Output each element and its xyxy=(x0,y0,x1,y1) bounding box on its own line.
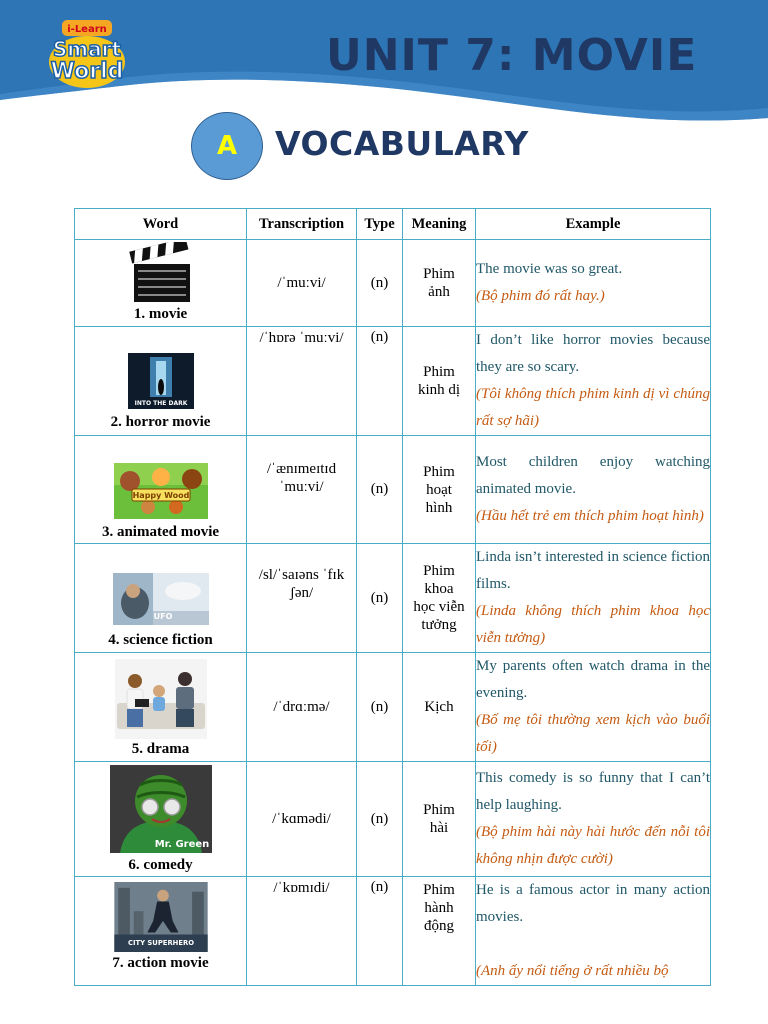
example-vietnamese: (Anh ấy nổi tiếng ở rất nhiều bộ xyxy=(476,963,669,979)
poster-caption: CITY SUPERHERO xyxy=(127,939,194,948)
transcription-cell: /ˈkɒmɪdi/ xyxy=(247,877,357,986)
example-english: My parents often watch drama in the evening. xyxy=(476,658,710,701)
animated-movie-poster xyxy=(114,463,208,519)
action-movie-poster xyxy=(113,882,209,952)
unit-title: UNIT 7: MOVIE xyxy=(326,30,698,81)
example-vietnamese: (Bộ phim hài này hài hước đến nỗi tôi không nhịn được cười) xyxy=(476,824,710,867)
table-row xyxy=(75,877,711,986)
example-english: This comedy is so funny that I can’t help laughing. xyxy=(476,770,710,813)
header-transcription: Transcription xyxy=(247,209,357,240)
logo-tag-text: i-Learn xyxy=(67,24,107,35)
section-badge: A xyxy=(191,112,263,180)
word-cell xyxy=(75,240,247,327)
poster-caption: UFO xyxy=(153,612,172,621)
example-english: Linda isn’t interested in science fiction films. xyxy=(476,549,710,592)
word-label: 5. drama xyxy=(131,741,190,757)
example-cell xyxy=(476,762,711,877)
word-cell xyxy=(75,544,247,653)
table-row xyxy=(75,544,711,653)
meaning-line: Phim xyxy=(423,802,455,818)
meaning-line: Phim xyxy=(423,364,455,380)
meaning-cell xyxy=(403,653,476,762)
meaning-cell xyxy=(403,877,476,986)
header-banner xyxy=(0,0,768,130)
word-label: 7. action movie xyxy=(112,955,209,971)
horror-movie-poster xyxy=(128,353,194,409)
example-cell xyxy=(476,240,711,327)
example-cell xyxy=(476,544,711,653)
table-header-row xyxy=(75,209,711,240)
transcription-cell: /ˈmuːvi/ xyxy=(247,240,357,327)
meaning-line: động xyxy=(424,918,454,934)
word-cell xyxy=(75,327,247,436)
word-label: 6. comedy xyxy=(128,856,193,873)
poster-caption: Happy Wood xyxy=(132,490,189,500)
example-english: I don’t like horror movies because they are so scary. xyxy=(476,332,710,375)
meaning-line: Phim xyxy=(423,563,455,579)
comedy-poster xyxy=(110,765,212,853)
meaning-line: Kịch xyxy=(424,699,454,715)
meaning-line: Phim xyxy=(423,882,455,898)
clapperboard-image xyxy=(128,242,194,304)
type-cell: (n) xyxy=(357,653,403,762)
example-cell xyxy=(476,436,711,544)
word-cell xyxy=(75,877,247,986)
example-vietnamese: (Hầu hết trẻ em thích phim hoạt hình) xyxy=(476,508,704,524)
section-title: VOCABULARY xyxy=(275,124,529,163)
transcription-cell: /ˈkɑmədi/ xyxy=(247,762,357,877)
word-label: 2. horror movie xyxy=(110,414,211,430)
transcription-cell: /ˈænɪmeɪtɪd ˈmuːvi/ xyxy=(247,436,357,544)
header-type: Type xyxy=(357,209,403,240)
meaning-cell xyxy=(403,436,476,544)
poster-caption: INTO THE DARK xyxy=(134,400,187,407)
type-cell: (n) xyxy=(357,762,403,877)
transcription-cell: /sl/ˈsaɪəns ˈfɪk ʃən/ xyxy=(247,544,357,653)
example-english: He is a famous actor in many action movies. xyxy=(476,882,710,925)
header-meaning: Meaning xyxy=(403,209,476,240)
word-cell xyxy=(75,436,247,544)
table-row xyxy=(75,436,711,544)
word-label: 1. movie xyxy=(133,305,188,322)
meaning-line: ảnh xyxy=(428,284,450,300)
transcription-cell: /ˈdrɑːmə/ xyxy=(247,653,357,762)
family-watching-photo xyxy=(115,659,207,739)
word-label: 3. animated movie xyxy=(101,523,220,540)
type-cell: (n) xyxy=(357,327,403,436)
meaning-cell xyxy=(403,762,476,877)
table-row xyxy=(75,240,711,327)
science-fiction-poster xyxy=(113,573,209,625)
header-example: Example xyxy=(476,209,711,240)
logo-line2: World xyxy=(50,59,124,84)
example-english: The movie was so great. xyxy=(476,261,623,277)
meaning-line: kinh dị xyxy=(417,382,461,398)
word-cell xyxy=(75,653,247,762)
meaning-line: hành xyxy=(424,900,454,916)
example-vietnamese: (Tôi không thích phim kinh dị vì chúng rất sợ hãi) xyxy=(476,386,710,429)
word-label: 4. science fiction xyxy=(108,632,213,648)
table-row xyxy=(75,762,711,877)
logo-line1: Smart xyxy=(52,37,122,61)
meaning-line: khoa xyxy=(424,581,454,597)
table-row xyxy=(75,327,711,436)
example-cell xyxy=(476,877,711,986)
poster-caption: Mr. Green xyxy=(154,838,209,850)
header-word: Word xyxy=(75,209,247,240)
vocabulary-table xyxy=(74,208,711,986)
meaning-line: tưởng xyxy=(421,617,457,633)
type-cell: (n) xyxy=(357,240,403,327)
meaning-cell xyxy=(403,327,476,436)
type-cell: (n) xyxy=(357,877,403,986)
transcription-cell: /ˈhɒrə ˈmuːvi/ xyxy=(247,327,357,436)
meaning-line: hài xyxy=(429,820,449,836)
example-vietnamese: (Bố mẹ tôi thường xem kịch vào buổi tối) xyxy=(476,712,710,755)
table-row xyxy=(75,653,711,762)
word-cell xyxy=(75,762,247,877)
type-cell: (n) xyxy=(357,436,403,544)
example-cell xyxy=(476,327,711,436)
meaning-line: hình xyxy=(425,499,453,516)
meaning-line: Phim xyxy=(423,266,455,282)
meaning-line: Phim xyxy=(423,463,455,480)
meaning-cell xyxy=(403,544,476,653)
example-vietnamese: (Bộ phim đó rất hay.) xyxy=(476,288,605,304)
example-cell xyxy=(476,653,711,762)
example-english: Most children enjoy watching animated movie. xyxy=(476,454,710,497)
meaning-line: học viễn xyxy=(413,599,465,615)
meaning-line: hoạt xyxy=(426,481,452,498)
smart-world-logo xyxy=(34,18,140,92)
meaning-cell xyxy=(403,240,476,327)
type-cell: (n) xyxy=(357,544,403,653)
example-vietnamese: (Linda không thích phim khoa học viễn tưởng) xyxy=(476,603,710,646)
